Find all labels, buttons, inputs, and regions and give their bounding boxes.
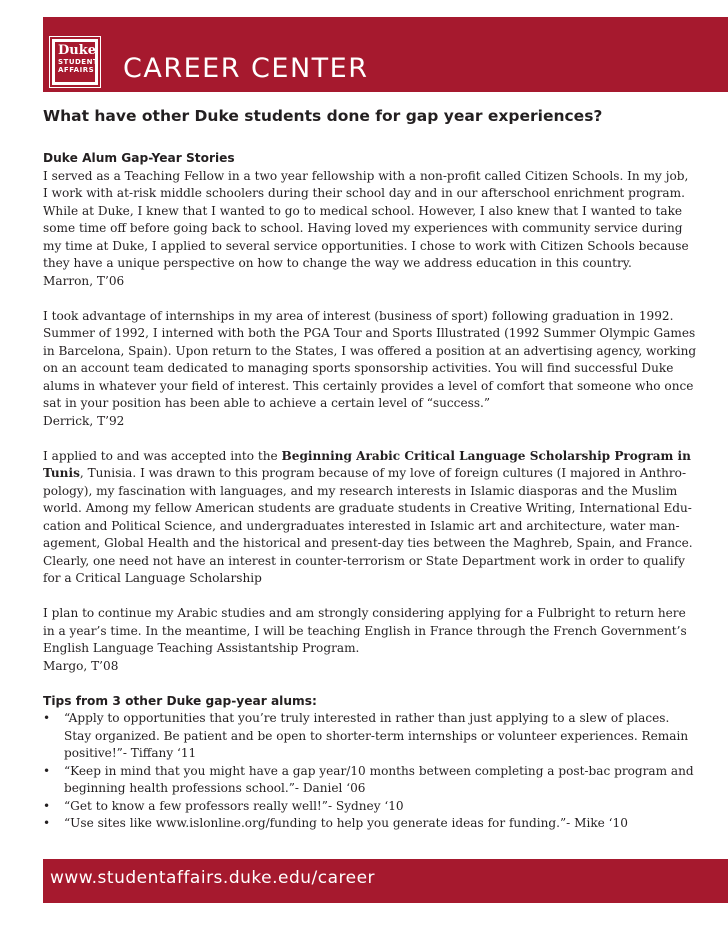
stories-heading: Duke Alum Gap-Year Stories xyxy=(43,151,235,165)
tips-list xyxy=(43,710,694,833)
list-item xyxy=(43,815,688,833)
logo-duke-text: Duke xyxy=(58,43,97,58)
text-line: in a year’s time. In the meantime, I will be teaching English in France through the French Government’s xyxy=(43,623,687,638)
footer-url-link[interactable]: www.studentaffairs.duke.edu/career xyxy=(50,868,376,888)
text-line: they have a unique perspective on how to change the way we address education in this country. xyxy=(43,256,632,270)
story-1 xyxy=(43,150,688,290)
text-line: I took advantage of internships in my area of interest (business of sport) following graduation in 1992. xyxy=(43,308,674,323)
document-body xyxy=(43,150,697,833)
text-line: “Apply to opportunities that you’re truly interested in rather than just applying to a slew of places. xyxy=(64,711,670,725)
text-line: for a Critical Language Scholarship xyxy=(43,571,262,585)
text-line xyxy=(43,448,691,466)
text-line: positive!”- Tiffany ‘11 xyxy=(64,746,197,760)
story-signature: Derrick, T’92 xyxy=(43,413,125,428)
list-item xyxy=(43,763,694,798)
program-location-bold: Tunis xyxy=(43,466,80,480)
text-line: sat in your position has been able to achieve a certain level of “success.” xyxy=(43,396,491,410)
text-line: “Get to know a few professors really well!”- Sydney ‘10 xyxy=(64,798,404,813)
story-3 xyxy=(43,448,693,588)
page-title: CAREER CENTER xyxy=(123,53,369,84)
text-line: I work with at-risk middle schoolers during their school day and in our afterschool enrichment program. xyxy=(43,186,685,200)
text-line: “Use sites like www.islonline.org/funding to help you generate ideas for funding.”- Mike ‘10 xyxy=(64,816,628,830)
text-line: on an account team dedicated to managing sports sponsorship activities. You will find successful Duke xyxy=(43,361,674,375)
text-line: cation and Political Science, and undergraduates interested in Islamic art and architecture, water man- xyxy=(43,518,680,533)
logo-affairs-text: AFFAIRS xyxy=(58,66,95,74)
story-signature: Margo, T’08 xyxy=(43,658,119,673)
text-fragment: , Tunisia. I was drawn to this program because of my love of foreign cultures (I majored in Anthro- xyxy=(79,466,687,480)
text-line: Clearly, one need not have an interest in counter-terrorism or State Department work in order to qualify xyxy=(43,553,685,568)
list-item xyxy=(43,798,688,816)
bullet-icon: • xyxy=(43,816,51,830)
bullet-icon: • xyxy=(43,763,51,778)
logo-student-text: STUDENT xyxy=(58,58,99,66)
text-line: “Keep in mind that you might have a gap year/10 months between completing a post-bac program and xyxy=(64,763,694,778)
text-fragment: I applied to and was accepted into the xyxy=(43,448,282,463)
program-name-bold: Beginning Arabic Critical Language Scholarship Program in xyxy=(281,448,691,463)
text-line: my time at Duke, I applied to several service opportunities. I chose to work with Citizen Schools because xyxy=(43,238,689,253)
bullet-icon: • xyxy=(43,711,51,725)
text-line: Stay organized. Be patient and be open to shorter-term internships or volunteer experiences. Remain xyxy=(64,728,689,743)
tips-section xyxy=(43,693,694,833)
text-line: I plan to continue my Arabic studies and am strongly considering applying for a Fulbright to return here xyxy=(43,606,686,620)
text-line: beginning health professions school.”- Daniel ‘06 xyxy=(64,781,366,795)
text-line: some time off before going back to school. Having loved my experiences with community service during xyxy=(43,221,683,235)
story-2 xyxy=(43,308,697,431)
main-question-heading: What have other Duke students done for gap year experiences? xyxy=(43,107,603,125)
text-line: agement, Global Health and the historical and present-day ties between the Maghreb, Spain, and France. xyxy=(43,536,693,550)
text-line: I served as a Teaching Fellow in a two year fellowship with a non-profit called Citizen Schools. In my job, xyxy=(43,168,689,183)
text-line: world. Among my fellow American students are graduate students in Creative Writing, International Edu- xyxy=(43,501,692,515)
text-line: While at Duke, I knew that I wanted to go to medical school. However, I also knew that I wanted to take xyxy=(43,203,683,218)
text-line: in Barcelona, Spain). Upon return to the States, I was offered a position at an advertising agency, working xyxy=(43,343,697,358)
text-line: Summer of 1992, I interned with both the PGA Tour and Sports Illustrated (1992 Summer Olympic Games xyxy=(43,326,696,340)
list-item xyxy=(43,710,688,763)
logo-inner xyxy=(55,42,99,82)
bullet-icon: • xyxy=(43,798,51,813)
text-line: alums in whatever your field of interest. This certainly provides a level of comfort that someone who once xyxy=(43,378,694,393)
story-signature: Marron, T’06 xyxy=(43,273,125,288)
story-4 xyxy=(43,605,688,675)
duke-student-affairs-logo xyxy=(50,37,100,87)
text-line: English Language Teaching Assistantship Program. xyxy=(43,641,360,655)
text-line xyxy=(43,465,688,483)
tips-heading: Tips from 3 other Duke gap-year alums: xyxy=(43,693,317,708)
text-line: pology), my fascination with languages, and my research interests in Islamic diasporas and the Muslim xyxy=(43,483,678,498)
